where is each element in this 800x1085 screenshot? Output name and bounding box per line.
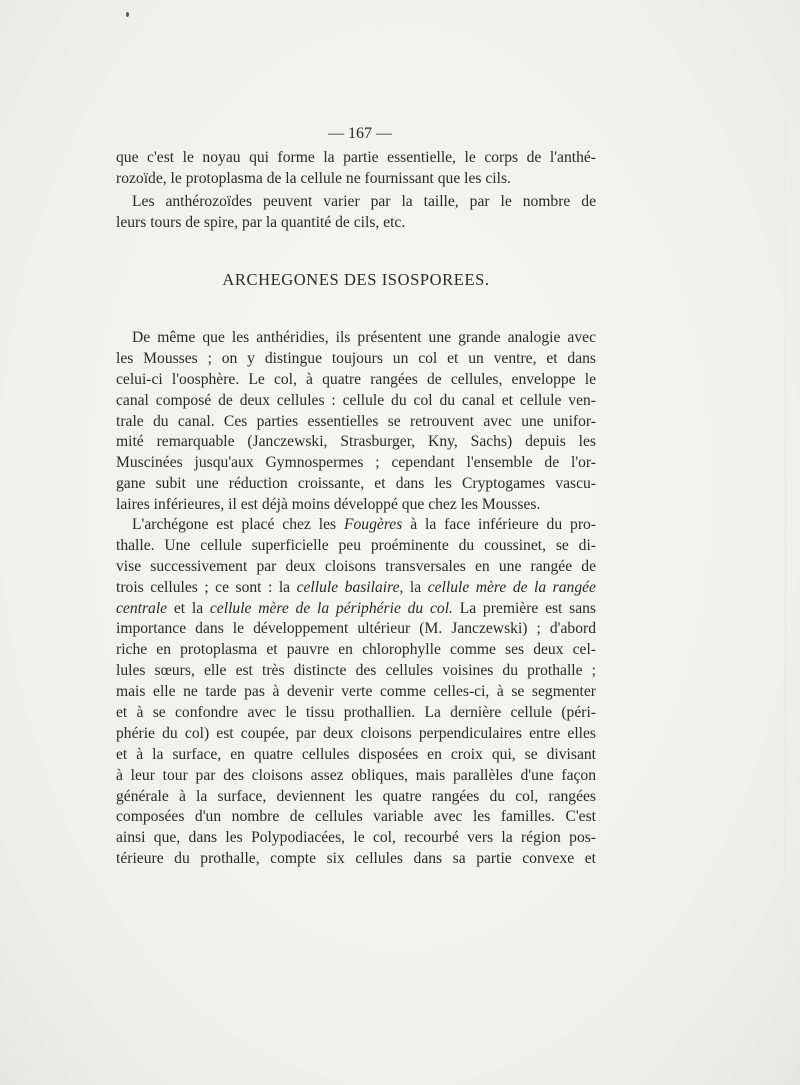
text-line: rozoïde, le protoplasma de la cellule ne fournissant que les cils. <box>116 169 511 187</box>
text-line: importance dans le développement ultérieur (M. Janczewski) ; d'abord <box>116 620 596 638</box>
text-line: riche en protoplasma et pauvre en chlorophylle comme ses deux cel- <box>116 641 596 659</box>
text-run: et la <box>173 599 204 617</box>
text-line: mais elle ne tarde pas à devenir verte comme celles-ci, à se segmenter <box>116 683 596 701</box>
text-line <box>116 578 596 599</box>
text-line <box>116 515 596 536</box>
text-line: leurs tours de spire, par la quantité de cils, etc. <box>116 213 406 231</box>
text-run: la <box>409 578 422 596</box>
text-run: La première est sans <box>459 599 597 617</box>
text-line: que c'est le noyau qui forme la partie essentielle, le corps de l'anthé- <box>116 149 596 166</box>
text-line: composées d'un nombre de cellules variable avec les familles. C'est <box>116 808 596 826</box>
text-line: et à se confondre avec le tissu prothallien. La dernière cellule (péri- <box>116 704 596 722</box>
text-line: trale du canal. Ces parties essentielles se retrouvent avec une unifor- <box>116 412 596 430</box>
text-line <box>116 599 596 620</box>
italic-term: Fougères <box>343 516 403 533</box>
text-line: gane subit une réduction croissante, et dans les Cryptogames vascu- <box>116 475 596 493</box>
text-run: trois cellules ; ce sont : la <box>116 578 291 596</box>
text-line: térieure du prothalle, compte six cellules dans sa partie convexe et <box>116 850 596 868</box>
text-run: à la face inférieure du pro- <box>410 516 596 533</box>
text-line: phérie du col) est coupée, par deux cloisons perpendiculaires entre elles <box>116 724 596 742</box>
text-line: ainsi que, dans les Polypodiacées, le col, recourbé vers la région pos- <box>116 829 596 847</box>
text-line: les Mousses ; on y distingue toujours un col et un ventre, et dans <box>116 349 596 367</box>
text-line: Les anthérozoïdes peuvent varier par la taille, par le nombre de <box>132 193 596 210</box>
text-line: et à la surface, en quatre cellules disposées en croix qui, se divisant <box>116 745 596 763</box>
paragraph-2 <box>116 192 596 234</box>
text-line: De même que les anthéridies, ils présentent une grande analogie avec <box>132 329 596 346</box>
page-number: — 167 — <box>328 125 392 142</box>
italic-term: centrale <box>116 599 168 617</box>
text-run: L'archégone est placé chez les <box>132 516 337 533</box>
text-line: mité remarquable (Janczewski, Strasburger, Kny, Sachs) depuis les <box>116 433 596 451</box>
section-heading: ARCHEGONES DES ISOSPOREES. <box>222 270 490 289</box>
page-crease-shadow <box>785 60 786 1010</box>
text-line: Muscinées jusqu'aux Gymnospermes ; cependant l'ensemble de l'or- <box>116 454 596 472</box>
italic-term: cellule basilaire, <box>296 578 404 596</box>
text-line: générale à la surface, deviennent les quatre rangées du col, rangées <box>116 787 596 805</box>
text-line: canal composé de deux cellules : cellule du col du canal et cellule ven- <box>116 391 596 409</box>
text-line: à leur tour par des cloisons assez obliques, mais parallèles d'une façon <box>116 766 596 784</box>
text-line: lules sœurs, elle est très distincte des cellules voisines du prothalle ; <box>116 662 596 680</box>
paragraph-3 <box>116 328 596 516</box>
italic-term: cellule mère de la périphérie du col. <box>209 599 453 617</box>
text-line: vise successivement par deux cloisons transversales en une rangée de <box>116 557 596 575</box>
text-line: thalle. Une cellule superficielle peu proéminente du coussinet, se di- <box>116 536 596 554</box>
text-line: laires inférieures, il est déjà moins développé que chez les Mousses. <box>116 496 541 514</box>
text-line: celui-ci l'oosphère. Le col, à quatre rangées de cellules, enveloppe le <box>116 370 596 388</box>
paragraph-4 <box>116 515 596 870</box>
paragraph-1 <box>116 148 596 190</box>
italic-term: cellule mère de la rangée <box>427 578 596 596</box>
ink-speck <box>126 12 129 17</box>
